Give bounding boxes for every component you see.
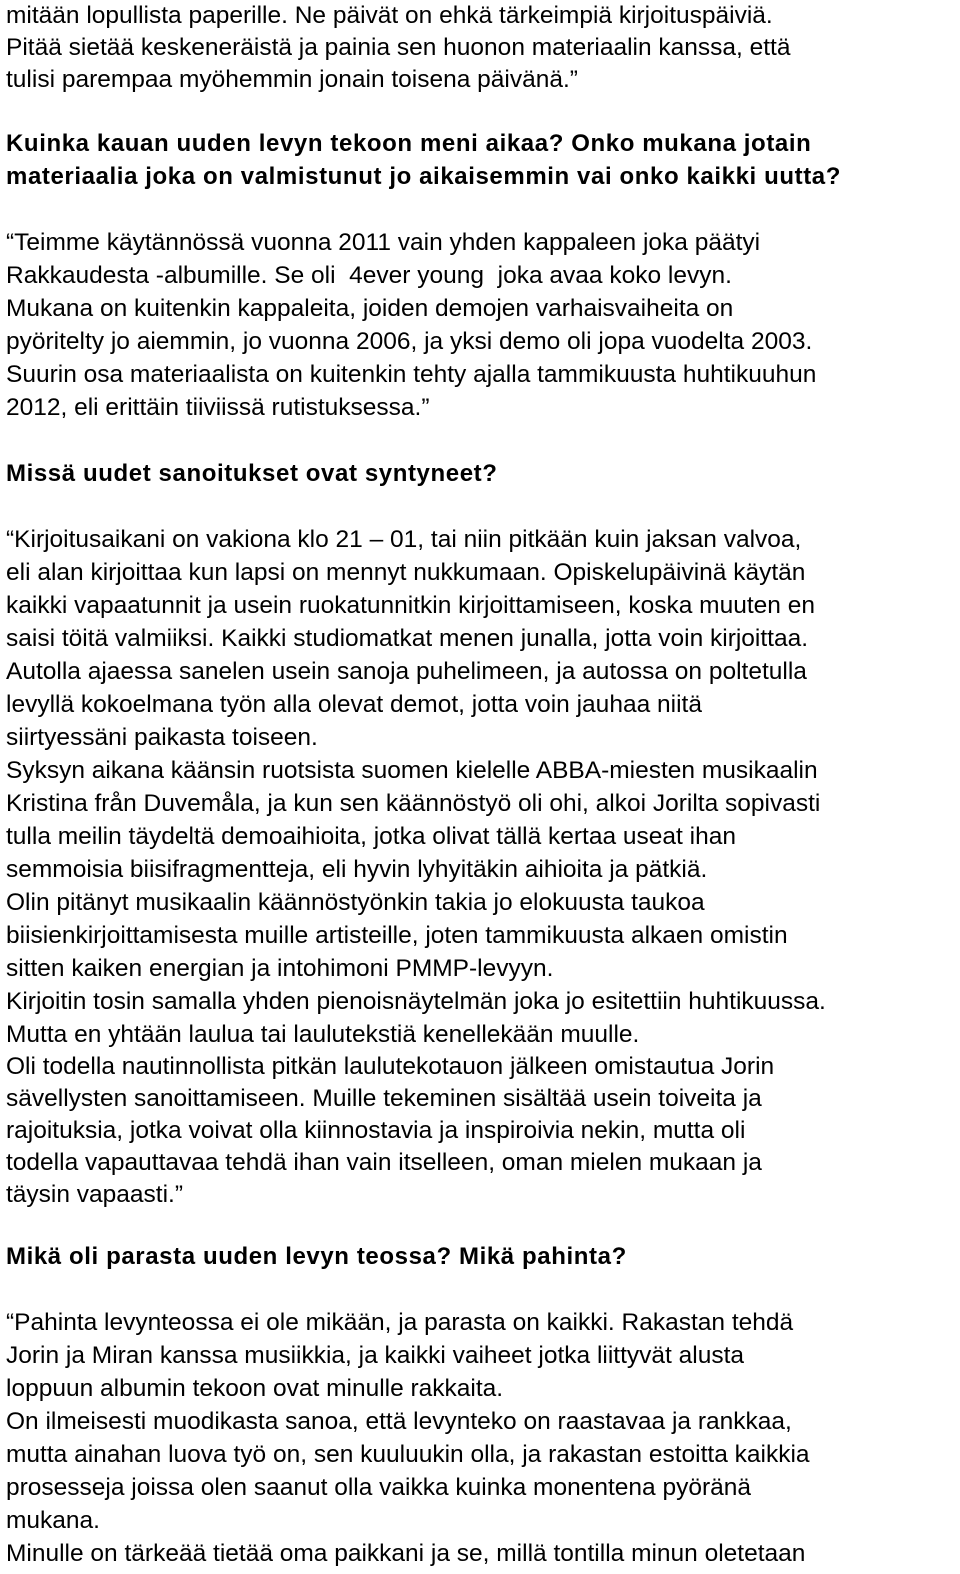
text-line: tulla meilin täydeltä demoaihioita, jotka olivat tällä kertaa useat ihan xyxy=(6,823,736,850)
text-line: Pitää sietää keskeneräistä ja painia sen huonon materiaalin kanssa, että xyxy=(6,34,791,61)
text-line: “Teimme käytännössä vuonna 2011 vain yhden kappaleen joka päätyi xyxy=(6,229,761,256)
text-line: Suurin osa materiaalista on kuitenkin tehty ajalla tammikuusta huhtikuuhun xyxy=(6,361,817,388)
text-line: todella vapauttavaa tehdä ihan vain itselleen, oman mielen mukaan ja xyxy=(6,1149,762,1176)
text-line: biisienkirjoittamisesta muille artisteille, joten tammikuusta alkaen omistin xyxy=(6,922,788,949)
text-line: Olin pitänyt musikaalin käännöstyönkin takia jo elokuusta taukoa xyxy=(6,889,705,916)
text-line: semmoisia biisifragmentteja, eli hyvin lyhyitäkin aihioita ja pätkiä. xyxy=(6,856,708,883)
text-line: sävellysten sanoittamiseen. Muille tekeminen sisältää usein toiveita ja xyxy=(6,1085,762,1112)
text-line: eli alan kirjoittaa kun lapsi on mennyt nukkumaan. Opiskelupäivinä käytän xyxy=(6,559,806,586)
question-heading: Mikä oli parasta uuden levyn teossa? Mikä pahinta? xyxy=(6,1243,627,1270)
text-line: “Kirjoitusaikani on vakiona klo 21 – 01, tai niin pitkään kuin jaksan valvoa, xyxy=(6,526,802,553)
text-line: sitten kaiken energian ja intohimoni PMMP-levyyn. xyxy=(6,955,554,982)
text-line: Syksyn aikana käänsin ruotsista suomen kielelle ABBA-miesten musikaalin xyxy=(6,757,818,784)
text-line: mutta ainahan luova työ on, sen kuuluukin olla, ja rakastan estoitta kaikkia xyxy=(6,1441,810,1468)
text-line: siirtyessäni paikasta toiseen. xyxy=(6,724,318,751)
question-heading: materiaalia joka on valmistunut jo aikaisemmin vai onko kaikki uutta? xyxy=(6,163,841,190)
text-line: rajoituksia, jotka voivat olla kiinnostavia ja inspiroivia nekin, mutta oli xyxy=(6,1117,746,1144)
text-line: Oli todella nautinnollista pitkän laulutekotauon jälkeen omistautua Jorin xyxy=(6,1053,775,1080)
text-line: kaikki vapaatunnit ja usein ruokatunnitkin kirjoittamiseen, koska muuten en xyxy=(6,592,815,619)
text-line: mukana. xyxy=(6,1507,100,1534)
text-line: Autolla ajaessa sanelen usein sanoja puhelimeen, ja autossa on poltetulla xyxy=(6,658,807,685)
question-heading: Missä uudet sanoitukset ovat syntyneet? xyxy=(6,460,498,487)
text-line: levyllä kokoelmana työn alla olevat demot, jotta voin jauhaa niitä xyxy=(6,691,702,718)
text-line: prosesseja joissa olen saanut olla vaikka kuinka monentena pyöränä xyxy=(6,1474,751,1501)
text-line: Rakkaudesta -albumille. Se oli 4ever young joka avaa koko levyn. xyxy=(6,262,732,289)
text-line: On ilmeisesti muodikasta sanoa, että levynteko on raastavaa ja rankkaa, xyxy=(6,1408,792,1435)
text-line: saisi töitä valmiiksi. Kaikki studiomatkat menen junalla, jotta voin kirjoittaa. xyxy=(6,625,809,652)
question-heading: Kuinka kauan uuden levyn tekoon meni aikaa? Onko mukana jotain xyxy=(6,130,812,157)
text-line: pyöritelty jo aiemmin, jo vuonna 2006, ja yksi demo oli jopa vuodelta 2003. xyxy=(6,328,813,355)
text-line: Kristina från Duvemåla, ja kun sen käännöstyö oli ohi, alkoi Jorilta sopivasti xyxy=(6,790,821,817)
text-line: 2012, eli erittäin tiiviissä rutistuksessa.” xyxy=(6,394,430,421)
text-line: Jorin ja Miran kanssa musiikkia, ja kaikki vaiheet jotka liittyvät alusta xyxy=(6,1342,745,1369)
text-line: Mutta en yhtään laulua tai laulutekstiä kenellekään muulle. xyxy=(6,1021,640,1048)
text-line: tulisi parempaa myöhemmin jonain toisena päivänä.” xyxy=(6,66,578,93)
text-line: mitään lopullista paperille. Ne päivät on ehkä tärkeimpiä kirjoituspäiviä. xyxy=(6,2,773,29)
text-line: Mukana on kuitenkin kappaleita, joiden demojen varhaisvaiheita on xyxy=(6,295,734,322)
text-line: “Pahinta levynteossa ei ole mikään, ja parasta on kaikki. Rakastan tehdä xyxy=(6,1309,794,1336)
text-line: loppuun albumin tekoon ovat minulle rakkaita. xyxy=(6,1375,504,1402)
text-line: täysin vapaasti.” xyxy=(6,1181,184,1208)
text-line: Minulle on tärkeää tietää oma paikkani ja se, millä tontilla minun oletetaan xyxy=(6,1540,806,1567)
text-line: Kirjoitin tosin samalla yhden pienoisnäytelmän joka jo esitettiin huhtikuussa. xyxy=(6,988,826,1015)
